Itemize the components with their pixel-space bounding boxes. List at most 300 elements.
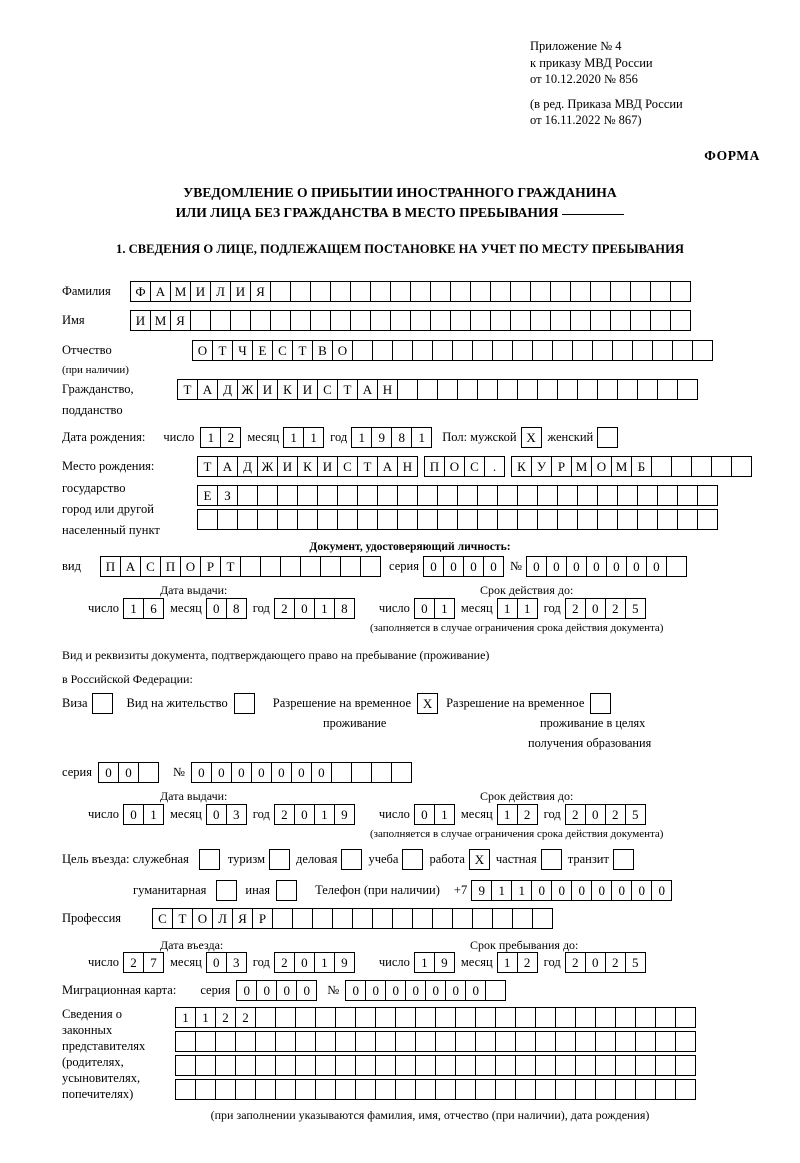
char-cell[interactable] (377, 485, 398, 506)
char-cell[interactable] (392, 908, 413, 929)
char-cell[interactable]: 0 (626, 556, 647, 577)
char-cell[interactable] (432, 340, 453, 361)
char-cell[interactable] (470, 281, 491, 302)
char-cell[interactable]: К (511, 456, 532, 477)
char-cell[interactable] (175, 1031, 196, 1052)
char-cell[interactable]: 2 (274, 804, 295, 825)
id-issue-month-input[interactable] (206, 598, 247, 619)
char-cell[interactable]: 1 (314, 952, 335, 973)
char-cell[interactable]: 9 (334, 804, 355, 825)
char-cell[interactable]: 2 (565, 804, 586, 825)
char-cell[interactable] (677, 509, 698, 530)
char-cell[interactable] (495, 1055, 516, 1076)
char-cell[interactable] (657, 379, 678, 400)
char-cell[interactable] (275, 1031, 296, 1052)
char-cell[interactable] (555, 1007, 576, 1028)
char-cell[interactable] (517, 379, 538, 400)
char-cell[interactable]: 0 (585, 804, 606, 825)
char-cell[interactable] (517, 485, 538, 506)
char-cell[interactable] (475, 1079, 496, 1100)
char-cell[interactable]: 0 (311, 762, 332, 783)
char-cell[interactable]: 2 (123, 952, 144, 973)
char-cell[interactable] (397, 379, 418, 400)
char-cell[interactable] (515, 1007, 536, 1028)
char-cell[interactable] (655, 1079, 676, 1100)
char-cell[interactable] (412, 340, 433, 361)
char-cell[interactable]: С (317, 379, 338, 400)
char-cell[interactable] (657, 485, 678, 506)
char-cell[interactable]: 0 (591, 880, 612, 901)
char-cell[interactable]: С (337, 456, 358, 477)
char-cell[interactable] (575, 1007, 596, 1028)
char-cell[interactable] (472, 340, 493, 361)
char-cell[interactable] (635, 1031, 656, 1052)
char-cell[interactable]: 0 (271, 762, 292, 783)
char-cell[interactable] (630, 310, 651, 331)
char-cell[interactable] (337, 509, 358, 530)
char-cell[interactable] (537, 379, 558, 400)
char-cell[interactable] (492, 340, 513, 361)
char-cell[interactable]: Р (551, 456, 572, 477)
char-cell[interactable]: 2 (235, 1007, 256, 1028)
char-cell[interactable] (337, 485, 358, 506)
edu-residence-checkbox[interactable] (590, 693, 611, 714)
char-cell[interactable] (555, 1031, 576, 1052)
char-cell[interactable] (475, 1031, 496, 1052)
char-cell[interactable]: 1 (123, 598, 144, 619)
char-cell[interactable] (355, 1031, 376, 1052)
char-cell[interactable] (437, 485, 458, 506)
char-cell[interactable]: 1 (497, 804, 518, 825)
char-cell[interactable]: О (192, 340, 213, 361)
char-cell[interactable]: 1 (497, 598, 518, 619)
char-cell[interactable] (417, 379, 438, 400)
char-cell[interactable]: Д (217, 379, 238, 400)
char-cell[interactable]: 1 (195, 1007, 216, 1028)
char-cell[interactable] (495, 1079, 516, 1100)
char-cell[interactable] (557, 509, 578, 530)
purpose-transit-checkbox[interactable] (613, 849, 634, 870)
char-cell[interactable] (677, 485, 698, 506)
char-cell[interactable] (535, 1055, 556, 1076)
char-cell[interactable]: Я (250, 281, 271, 302)
char-cell[interactable]: К (277, 379, 298, 400)
char-cell[interactable] (377, 509, 398, 530)
char-cell[interactable]: 0 (98, 762, 119, 783)
char-cell[interactable] (457, 379, 478, 400)
char-cell[interactable]: И (277, 456, 298, 477)
char-cell[interactable] (215, 1055, 236, 1076)
char-cell[interactable]: 1 (434, 804, 455, 825)
char-cell[interactable]: И (230, 281, 251, 302)
char-cell[interactable] (572, 340, 593, 361)
char-cell[interactable] (335, 1007, 356, 1028)
char-cell[interactable] (215, 1079, 236, 1100)
char-cell[interactable] (617, 485, 638, 506)
char-cell[interactable]: 0 (546, 556, 567, 577)
entry-day-input[interactable] (123, 952, 164, 973)
char-cell[interactable] (435, 1079, 456, 1100)
char-cell[interactable] (630, 281, 651, 302)
char-cell[interactable] (352, 908, 373, 929)
char-cell[interactable]: И (257, 379, 278, 400)
birth-month-input[interactable] (283, 427, 324, 448)
phone-input[interactable] (471, 880, 672, 901)
char-cell[interactable] (670, 310, 691, 331)
char-cell[interactable] (651, 456, 672, 477)
char-cell[interactable] (711, 456, 732, 477)
char-cell[interactable] (475, 1007, 496, 1028)
char-cell[interactable]: Я (170, 310, 191, 331)
char-cell[interactable]: 2 (220, 427, 241, 448)
char-cell[interactable] (437, 509, 458, 530)
char-cell[interactable] (575, 1031, 596, 1052)
legal-rep-line3-input[interactable] (175, 1055, 696, 1076)
char-cell[interactable] (355, 1055, 376, 1076)
char-cell[interactable] (335, 1079, 356, 1100)
char-cell[interactable]: 0 (586, 556, 607, 577)
char-cell[interactable] (195, 1031, 216, 1052)
char-cell[interactable] (392, 340, 413, 361)
char-cell[interactable]: 0 (526, 556, 547, 577)
char-cell[interactable] (655, 1031, 676, 1052)
id-number-input[interactable] (526, 556, 687, 577)
char-cell[interactable] (650, 310, 671, 331)
char-cell[interactable] (175, 1055, 196, 1076)
char-cell[interactable]: Д (237, 456, 258, 477)
char-cell[interactable] (497, 485, 518, 506)
char-cell[interactable]: О (180, 556, 201, 577)
char-cell[interactable] (175, 1079, 196, 1100)
char-cell[interactable] (532, 908, 553, 929)
char-cell[interactable] (450, 310, 471, 331)
char-cell[interactable]: С (152, 908, 173, 929)
char-cell[interactable] (452, 908, 473, 929)
char-cell[interactable] (575, 1079, 596, 1100)
char-cell[interactable] (417, 485, 438, 506)
purpose-tourism-checkbox[interactable] (269, 849, 290, 870)
char-cell[interactable] (277, 509, 298, 530)
char-cell[interactable] (215, 1031, 236, 1052)
char-cell[interactable] (317, 509, 338, 530)
char-cell[interactable]: О (444, 456, 465, 477)
char-cell[interactable]: 2 (215, 1007, 236, 1028)
char-cell[interactable] (332, 908, 353, 929)
stay-valid-year-input[interactable] (565, 804, 646, 825)
char-cell[interactable] (235, 1031, 256, 1052)
char-cell[interactable]: 0 (651, 880, 672, 901)
char-cell[interactable] (592, 340, 613, 361)
char-cell[interactable] (395, 1007, 416, 1028)
char-cell[interactable] (615, 1055, 636, 1076)
char-cell[interactable]: 2 (517, 804, 538, 825)
char-cell[interactable] (595, 1079, 616, 1100)
char-cell[interactable] (670, 281, 691, 302)
char-cell[interactable]: 0 (206, 804, 227, 825)
char-cell[interactable] (637, 379, 658, 400)
char-cell[interactable]: 0 (294, 804, 315, 825)
char-cell[interactable] (597, 379, 618, 400)
char-cell[interactable] (395, 1055, 416, 1076)
char-cell[interactable] (537, 509, 558, 530)
char-cell[interactable] (430, 310, 451, 331)
stay-series-input[interactable] (98, 762, 159, 783)
char-cell[interactable]: Т (357, 456, 378, 477)
char-cell[interactable] (455, 1079, 476, 1100)
char-cell[interactable]: Я (232, 908, 253, 929)
purpose-business-checkbox[interactable] (341, 849, 362, 870)
char-cell[interactable] (655, 1007, 676, 1028)
char-cell[interactable] (657, 509, 678, 530)
char-cell[interactable]: 0 (585, 598, 606, 619)
char-cell[interactable] (197, 509, 218, 530)
char-cell[interactable] (455, 1007, 476, 1028)
char-cell[interactable]: 0 (606, 556, 627, 577)
char-cell[interactable] (595, 1007, 616, 1028)
char-cell[interactable] (497, 379, 518, 400)
char-cell[interactable] (697, 485, 718, 506)
profession-input[interactable] (152, 908, 553, 929)
char-cell[interactable]: Т (172, 908, 193, 929)
char-cell[interactable] (260, 556, 281, 577)
char-cell[interactable] (360, 556, 381, 577)
stay-issue-month-input[interactable] (206, 804, 247, 825)
char-cell[interactable]: С (140, 556, 161, 577)
visa-checkbox[interactable] (92, 693, 113, 714)
char-cell[interactable]: 0 (296, 980, 317, 1001)
legal-rep-line4-input[interactable] (175, 1079, 696, 1100)
char-cell[interactable]: 0 (206, 598, 227, 619)
char-cell[interactable]: И (130, 310, 151, 331)
id-valid-month-input[interactable] (497, 598, 538, 619)
char-cell[interactable]: Т (337, 379, 358, 400)
char-cell[interactable] (691, 456, 712, 477)
char-cell[interactable] (250, 310, 271, 331)
char-cell[interactable] (275, 1007, 296, 1028)
char-cell[interactable]: 0 (294, 952, 315, 973)
char-cell[interactable] (372, 340, 393, 361)
char-cell[interactable]: 2 (605, 804, 626, 825)
char-cell[interactable] (477, 379, 498, 400)
char-cell[interactable]: 0 (551, 880, 572, 901)
char-cell[interactable] (312, 908, 333, 929)
char-cell[interactable] (455, 1055, 476, 1076)
char-cell[interactable] (270, 310, 291, 331)
char-cell[interactable]: 1 (517, 598, 538, 619)
char-cell[interactable] (340, 556, 361, 577)
char-cell[interactable] (315, 1079, 336, 1100)
char-cell[interactable] (297, 485, 318, 506)
char-cell[interactable]: 0 (445, 980, 466, 1001)
char-cell[interactable] (675, 1007, 696, 1028)
char-cell[interactable] (235, 1079, 256, 1100)
char-cell[interactable] (495, 1031, 516, 1052)
char-cell[interactable] (357, 509, 378, 530)
char-cell[interactable] (375, 1079, 396, 1100)
char-cell[interactable]: 0 (256, 980, 277, 1001)
char-cell[interactable] (671, 456, 692, 477)
char-cell[interactable]: 0 (443, 556, 464, 577)
char-cell[interactable] (697, 509, 718, 530)
char-cell[interactable] (371, 762, 392, 783)
char-cell[interactable]: 1 (314, 804, 335, 825)
char-cell[interactable] (290, 310, 311, 331)
char-cell[interactable] (617, 379, 638, 400)
char-cell[interactable] (635, 1007, 656, 1028)
char-cell[interactable] (652, 340, 673, 361)
char-cell[interactable]: 1 (314, 598, 335, 619)
char-cell[interactable] (590, 281, 611, 302)
char-cell[interactable] (272, 908, 293, 929)
char-cell[interactable]: 0 (405, 980, 426, 1001)
char-cell[interactable] (530, 281, 551, 302)
stay-valid-month-input[interactable] (497, 804, 538, 825)
char-cell[interactable] (270, 281, 291, 302)
char-cell[interactable] (477, 509, 498, 530)
char-cell[interactable]: П (160, 556, 181, 577)
char-cell[interactable]: 1 (414, 952, 435, 973)
char-cell[interactable]: 0 (531, 880, 552, 901)
migration-number-input[interactable] (345, 980, 506, 1001)
char-cell[interactable] (375, 1031, 396, 1052)
char-cell[interactable]: 0 (566, 556, 587, 577)
char-cell[interactable]: Л (212, 908, 233, 929)
char-cell[interactable] (457, 509, 478, 530)
char-cell[interactable] (395, 1031, 416, 1052)
char-cell[interactable] (410, 310, 431, 331)
id-issue-day-input[interactable] (123, 598, 164, 619)
char-cell[interactable]: И (297, 379, 318, 400)
stay-issue-day-input[interactable] (123, 804, 164, 825)
char-cell[interactable] (570, 310, 591, 331)
char-cell[interactable] (237, 485, 258, 506)
citizenship-input[interactable] (177, 379, 698, 400)
char-cell[interactable] (557, 485, 578, 506)
char-cell[interactable] (595, 1031, 616, 1052)
char-cell[interactable] (255, 1079, 276, 1100)
char-cell[interactable] (412, 908, 433, 929)
char-cell[interactable] (415, 1007, 436, 1028)
char-cell[interactable]: А (377, 456, 398, 477)
char-cell[interactable] (577, 485, 598, 506)
char-cell[interactable] (675, 1031, 696, 1052)
char-cell[interactable] (310, 310, 331, 331)
char-cell[interactable]: Р (200, 556, 221, 577)
char-cell[interactable]: И (190, 281, 211, 302)
char-cell[interactable] (612, 340, 633, 361)
char-cell[interactable] (457, 485, 478, 506)
char-cell[interactable]: М (571, 456, 592, 477)
char-cell[interactable]: 1 (491, 880, 512, 901)
char-cell[interactable]: 0 (276, 980, 297, 1001)
char-cell[interactable]: 2 (565, 952, 586, 973)
char-cell[interactable] (555, 1055, 576, 1076)
char-cell[interactable] (330, 310, 351, 331)
char-cell[interactable] (190, 310, 211, 331)
char-cell[interactable]: 1 (351, 427, 372, 448)
char-cell[interactable]: 0 (423, 556, 444, 577)
char-cell[interactable] (138, 762, 159, 783)
char-cell[interactable] (255, 1055, 276, 1076)
char-cell[interactable]: 8 (334, 598, 355, 619)
char-cell[interactable]: Т (212, 340, 233, 361)
char-cell[interactable] (655, 1055, 676, 1076)
char-cell[interactable] (495, 1007, 516, 1028)
char-cell[interactable]: 1 (283, 427, 304, 448)
char-cell[interactable]: 0 (118, 762, 139, 783)
char-cell[interactable]: 2 (565, 598, 586, 619)
char-cell[interactable] (615, 1031, 636, 1052)
surname-input[interactable] (130, 281, 691, 302)
char-cell[interactable]: 1 (200, 427, 221, 448)
char-cell[interactable] (257, 509, 278, 530)
char-cell[interactable] (372, 908, 393, 929)
char-cell[interactable]: Л (210, 281, 231, 302)
char-cell[interactable]: 1 (434, 598, 455, 619)
char-cell[interactable]: Ж (257, 456, 278, 477)
char-cell[interactable] (490, 310, 511, 331)
char-cell[interactable]: Н (397, 456, 418, 477)
char-cell[interactable] (210, 310, 231, 331)
char-cell[interactable] (666, 556, 687, 577)
char-cell[interactable]: Н (377, 379, 398, 400)
sex-female-checkbox[interactable] (597, 427, 618, 448)
char-cell[interactable] (310, 281, 331, 302)
char-cell[interactable] (555, 1079, 576, 1100)
char-cell[interactable] (195, 1079, 216, 1100)
char-cell[interactable]: 2 (605, 952, 626, 973)
char-cell[interactable]: Т (220, 556, 241, 577)
char-cell[interactable]: 0 (585, 952, 606, 973)
char-cell[interactable] (675, 1079, 696, 1100)
char-cell[interactable] (577, 509, 598, 530)
char-cell[interactable]: 0 (291, 762, 312, 783)
purpose-private-checkbox[interactable] (541, 849, 562, 870)
migration-series-input[interactable] (236, 980, 317, 1001)
char-cell[interactable]: П (424, 456, 445, 477)
char-cell[interactable] (530, 310, 551, 331)
char-cell[interactable] (235, 1055, 256, 1076)
char-cell[interactable] (357, 485, 378, 506)
char-cell[interactable] (297, 509, 318, 530)
char-cell[interactable]: В (312, 340, 333, 361)
char-cell[interactable] (731, 456, 752, 477)
stay-until-month-input[interactable] (497, 952, 538, 973)
char-cell[interactable]: О (332, 340, 353, 361)
char-cell[interactable] (570, 281, 591, 302)
char-cell[interactable]: 9 (471, 880, 492, 901)
char-cell[interactable]: 8 (226, 598, 247, 619)
char-cell[interactable] (410, 281, 431, 302)
char-cell[interactable] (485, 980, 506, 1001)
char-cell[interactable] (552, 340, 573, 361)
char-cell[interactable]: 3 (226, 952, 247, 973)
char-cell[interactable]: 0 (385, 980, 406, 1001)
char-cell[interactable]: 2 (517, 952, 538, 973)
char-cell[interactable]: Ж (237, 379, 258, 400)
char-cell[interactable]: А (150, 281, 171, 302)
birthplace-line2-input[interactable] (197, 485, 718, 506)
char-cell[interactable] (295, 1079, 316, 1100)
birth-day-input[interactable] (200, 427, 241, 448)
char-cell[interactable]: Ч (232, 340, 253, 361)
char-cell[interactable] (595, 1055, 616, 1076)
char-cell[interactable]: Е (197, 485, 218, 506)
residence-permit-checkbox[interactable] (234, 693, 255, 714)
char-cell[interactable] (550, 281, 571, 302)
char-cell[interactable] (237, 509, 258, 530)
birthplace-line3-input[interactable] (197, 509, 718, 530)
